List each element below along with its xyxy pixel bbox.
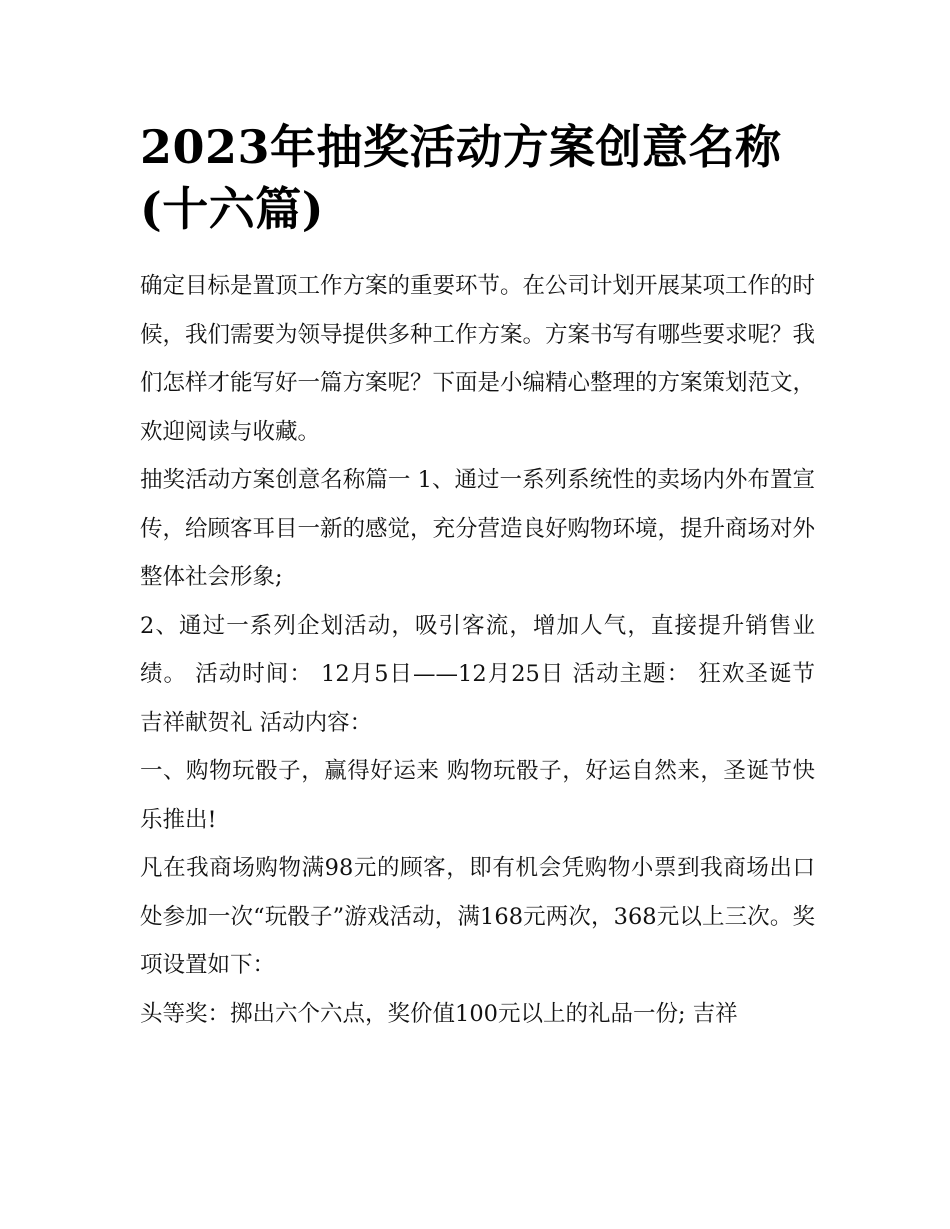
paragraph-intro: 确定目标是置顶工作方案的重要环节。在公司计划开展某项工作的时候，我们需要为领导提供多种工作方案。方案书写有哪些要求呢？我们怎样才能写好一篇方案呢？下面是小编精心整理的方案策划范文，欢迎阅读与收藏。: [140, 273, 816, 445]
paragraph-activity-info: 2、通过一系列企划活动，吸引客流，增加人气，直接提升销售业绩。 活动时间： 12月5日——12月25日 活动主题： 狂欢圣诞节 吉祥献贺礼 活动内容：: [140, 612, 815, 736]
paragraph-dice-rules: 凡在我商场购物满98元的顾客，即有机会凭购物小票到我商场出口处参加一次“玩骰子”游戏活动，满168元两次，368元以上三次。奖项设置如下：: [140, 855, 815, 978]
document-body: [140, 116, 815, 1038]
paragraph-section-one: 抽奖活动方案创意名称篇一 1、通过一系列系统性的卖场内外布置宣传，给顾客耳目一新的感觉，充分营造良好购物环境，提升商场对外整体社会形象;: [140, 467, 816, 590]
paragraph-prizes: 头等奖：掷出六个六点，奖价值100元以上的礼品一份; 吉祥: [140, 1000, 738, 1027]
paragraph-dice-game: 一、购物玩骰子，赢得好运来 购物玩骰子，好运自然来，圣诞节快乐推出!: [140, 758, 815, 833]
document-title: 2023年抽奖活动方案创意名称(十六篇): [140, 120, 782, 236]
